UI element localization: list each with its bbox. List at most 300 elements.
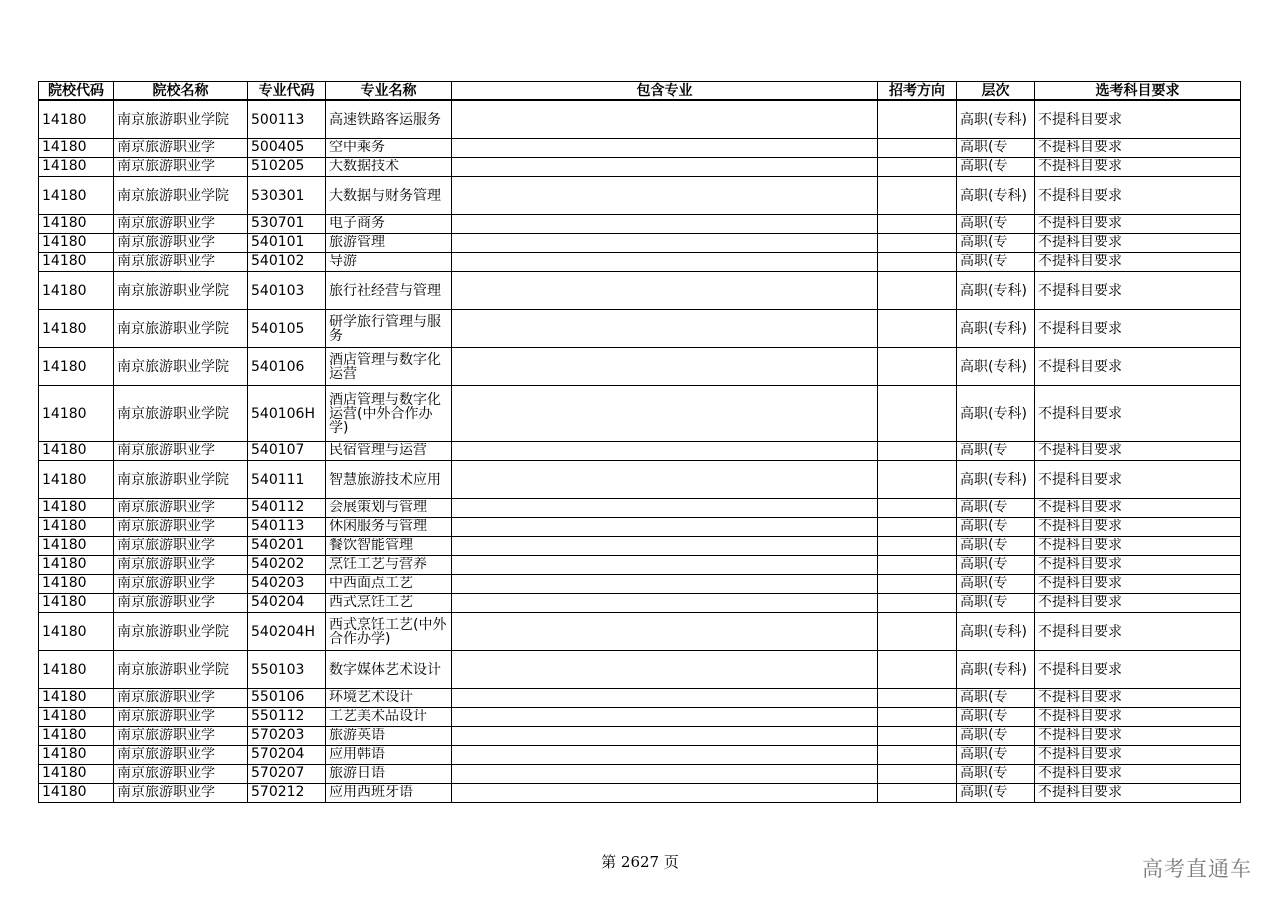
- cell-major-code-text: 540113: [251, 519, 305, 534]
- cell-subject-requirement-text: 不提科目要求: [1038, 595, 1122, 610]
- cell-subject-requirement-text: 不提科目要求: [1038, 538, 1122, 553]
- cell-subject-requirement-text: 不提科目要求: [1038, 254, 1122, 269]
- cell-school-name-text: 南京旅游职业学院: [117, 187, 229, 204]
- cell-major-name-text: 智慧旅游技术应用: [329, 471, 441, 488]
- cell-level-text: 高职(专: [960, 709, 1008, 724]
- cell-school-code: [39, 518, 114, 537]
- cell-subject-requirement-text: 不提科目要求: [1038, 519, 1122, 534]
- cell-school-code: [39, 594, 114, 613]
- cell-level: [957, 765, 1035, 784]
- cell-major-name-text: 酒店管理与数字化运营: [329, 351, 441, 382]
- cell-major-name: [326, 139, 452, 158]
- cell-major-code-text: 510205: [251, 159, 305, 174]
- cell-school-code: [39, 215, 114, 234]
- cell-major-code: [248, 234, 326, 253]
- cell-direction-text: [881, 595, 953, 611]
- cell-direction: [878, 575, 957, 594]
- cell-school-name-text: 南京旅游职业学: [117, 595, 215, 610]
- cell-school-code-text: 14180: [42, 216, 87, 231]
- cell-major-name: [326, 575, 452, 594]
- cell-major-code: [248, 177, 326, 215]
- cell-included-majors: [452, 746, 878, 765]
- cell-school-name: [114, 310, 248, 348]
- cell-level: [957, 499, 1035, 518]
- cell-included-majors: [452, 100, 878, 139]
- cell-school-name-text: 南京旅游职业学院: [117, 320, 229, 337]
- cell-major-code-text: 550106: [251, 690, 305, 705]
- cell-major-code-text: 540102: [251, 254, 305, 269]
- cell-major-code: [248, 310, 326, 348]
- cell-included-majors: [452, 499, 878, 518]
- cell-major-name-text: 餐饮智能管理: [329, 538, 413, 553]
- cell-major-name: [326, 689, 452, 708]
- cell-school-code-text: 14180: [42, 595, 87, 610]
- cell-school-name-text: 南京旅游职业学: [117, 709, 215, 724]
- cell-school-name: [114, 518, 248, 537]
- cell-level: [957, 518, 1035, 537]
- cell-direction: [878, 158, 957, 177]
- cell-school-name: [114, 765, 248, 784]
- cell-subject-requirement-text: 不提科目要求: [1038, 216, 1122, 231]
- cell-subject-requirement-text: 不提科目要求: [1038, 766, 1122, 781]
- cell-school-code: [39, 177, 114, 215]
- cell-school-name-text: 南京旅游职业学院: [117, 661, 229, 678]
- cell-level-text: 高职(专科): [960, 623, 1027, 640]
- cell-direction-text: [881, 766, 953, 782]
- cell-major-code: [248, 158, 326, 177]
- cell-direction: [878, 253, 957, 272]
- cell-major-name-text: 高速铁路客运服务: [329, 111, 441, 128]
- cell-major-code-text: 570212: [251, 785, 305, 800]
- cell-level-text: 高职(专: [960, 140, 1008, 155]
- cell-direction-text: [881, 235, 953, 251]
- cell-school-code: [39, 727, 114, 746]
- cell-school-name: [114, 651, 248, 689]
- cell-major-name: [326, 784, 452, 803]
- cell-school-code: [39, 499, 114, 518]
- cell-direction: [878, 139, 957, 158]
- cell-school-name-text: 南京旅游职业学: [117, 538, 215, 553]
- cell-major-code-text: 570207: [251, 766, 305, 781]
- cell-included-majors-text: [455, 216, 874, 232]
- cell-school-code: [39, 765, 114, 784]
- cell-school-name: [114, 708, 248, 727]
- cell-included-majors: [452, 651, 878, 689]
- cell-direction-text: [881, 576, 953, 592]
- cell-direction-text: [881, 709, 953, 725]
- cell-major-code: [248, 556, 326, 575]
- cell-school-name-text: 南京旅游职业学院: [117, 111, 229, 128]
- cell-included-majors-text: [455, 254, 874, 270]
- cell-school-code: [39, 651, 114, 689]
- cell-major-code-text: 540105: [251, 320, 305, 337]
- cell-school-name: [114, 177, 248, 215]
- cell-included-majors: [452, 177, 878, 215]
- cell-subject-requirement: [1035, 708, 1241, 727]
- cell-direction: [878, 442, 957, 461]
- cell-major-name: [326, 461, 452, 499]
- cell-major-code: [248, 784, 326, 803]
- cell-major-name-text: 应用韩语: [329, 747, 385, 762]
- cell-included-majors: [452, 537, 878, 556]
- cell-major-code: [248, 746, 326, 765]
- cell-subject-requirement: [1035, 442, 1241, 461]
- cell-level: [957, 348, 1035, 386]
- cell-school-name-text: 南京旅游职业学: [117, 690, 215, 705]
- cell-level: [957, 234, 1035, 253]
- cell-school-name-text: 南京旅游职业学: [117, 500, 215, 515]
- cell-level: [957, 594, 1035, 613]
- cell-school-name: [114, 272, 248, 310]
- cell-direction: [878, 594, 957, 613]
- cell-major-code: [248, 253, 326, 272]
- cell-level: [957, 310, 1035, 348]
- cell-direction: [878, 651, 957, 689]
- cell-direction: [878, 689, 957, 708]
- cell-major-name-text: 电子商务: [329, 216, 385, 231]
- cell-included-majors: [452, 215, 878, 234]
- cell-subject-requirement-text: 不提科目要求: [1038, 405, 1122, 422]
- cell-level-text: 高职(专: [960, 235, 1008, 250]
- cell-school-name: [114, 215, 248, 234]
- cell-school-name: [114, 537, 248, 556]
- cell-direction: [878, 613, 957, 651]
- cell-school-name: [114, 253, 248, 272]
- cell-subject-requirement: [1035, 139, 1241, 158]
- cell-major-code: [248, 765, 326, 784]
- cell-subject-requirement: [1035, 100, 1241, 139]
- header-level: 层次: [957, 82, 1035, 101]
- cell-subject-requirement-text: 不提科目要求: [1038, 709, 1122, 724]
- cell-included-majors: [452, 784, 878, 803]
- cell-school-code: [39, 556, 114, 575]
- cell-included-majors: [452, 518, 878, 537]
- cell-included-majors-text: [455, 159, 874, 175]
- cell-school-code: [39, 234, 114, 253]
- cell-school-code-text: 14180: [42, 235, 87, 250]
- cell-school-name-text: 南京旅游职业学: [117, 557, 215, 572]
- table-row: [39, 234, 1241, 253]
- cell-school-name: [114, 613, 248, 651]
- cell-included-majors-text: [455, 576, 874, 592]
- cell-included-majors-text: [455, 557, 874, 573]
- cell-subject-requirement: [1035, 272, 1241, 310]
- cell-level: [957, 215, 1035, 234]
- cell-school-code-text: 14180: [42, 519, 87, 534]
- cell-school-name: [114, 100, 248, 139]
- cell-included-majors: [452, 310, 878, 348]
- table-row: [39, 708, 1241, 727]
- cell-school-code: [39, 310, 114, 348]
- cell-direction: [878, 461, 957, 499]
- cell-level-text: 高职(专科): [960, 282, 1027, 299]
- cell-level: [957, 177, 1035, 215]
- cell-school-code: [39, 348, 114, 386]
- cell-major-code-text: 540101: [251, 235, 305, 250]
- cell-school-code-text: 14180: [42, 358, 87, 375]
- table-row: [39, 784, 1241, 803]
- cell-school-code: [39, 689, 114, 708]
- cell-major-code-text: 540112: [251, 500, 305, 515]
- cell-subject-requirement-text: 不提科目要求: [1038, 471, 1122, 488]
- cell-subject-requirement-text: 不提科目要求: [1038, 443, 1122, 458]
- cell-level-text: 高职(专: [960, 557, 1008, 572]
- cell-major-name-text: 旅游管理: [329, 235, 385, 250]
- cell-school-code-text: 14180: [42, 500, 87, 515]
- cell-major-name-text: 西式烹饪工艺(中外合作办学): [329, 616, 447, 647]
- cell-subject-requirement: [1035, 158, 1241, 177]
- cell-major-code-text: 500113: [251, 111, 305, 128]
- cell-major-code-text: 540201: [251, 538, 305, 553]
- cell-included-majors: [452, 556, 878, 575]
- cell-major-name-text: 环境艺术设计: [329, 690, 413, 705]
- table-row: [39, 272, 1241, 310]
- admissions-table: [38, 81, 1241, 803]
- cell-included-majors-text: [455, 519, 874, 535]
- cell-major-name: [326, 272, 452, 310]
- cell-major-name-text: 应用西班牙语: [329, 785, 413, 800]
- cell-level-text: 高职(专科): [960, 661, 1027, 678]
- cell-school-name-text: 南京旅游职业学: [117, 235, 215, 250]
- cell-major-code-text: 550103: [251, 661, 305, 678]
- cell-school-code-text: 14180: [42, 140, 87, 155]
- cell-major-name: [326, 348, 452, 386]
- cell-included-majors: [452, 461, 878, 499]
- cell-level-text: 高职(专: [960, 254, 1008, 269]
- cell-major-code-text: 540106: [251, 358, 305, 375]
- cell-school-name: [114, 594, 248, 613]
- cell-subject-requirement-text: 不提科目要求: [1038, 785, 1122, 800]
- cell-major-code-text: 540202: [251, 557, 305, 572]
- cell-subject-requirement-text: 不提科目要求: [1038, 747, 1122, 762]
- cell-major-code-text: 530301: [251, 187, 305, 204]
- cell-level-text: 高职(专科): [960, 405, 1027, 422]
- cell-subject-requirement-text: 不提科目要求: [1038, 576, 1122, 591]
- cell-school-name-text: 南京旅游职业学: [117, 766, 215, 781]
- cell-major-name-text: 中西面点工艺: [329, 576, 413, 591]
- cell-major-name-text: 民宿管理与运营: [329, 443, 427, 458]
- table-row: [39, 765, 1241, 784]
- cell-major-name-text: 会展策划与管理: [329, 500, 427, 515]
- cell-school-code-text: 14180: [42, 576, 87, 591]
- cell-subject-requirement-text: 不提科目要求: [1038, 282, 1122, 299]
- table-row: [39, 613, 1241, 651]
- cell-school-code: [39, 537, 114, 556]
- cell-school-code-text: 14180: [42, 159, 87, 174]
- cell-subject-requirement-text: 不提科目要求: [1038, 728, 1122, 743]
- header-direction: 招考方向: [878, 82, 957, 101]
- cell-level-text: 高职(专: [960, 728, 1008, 743]
- cell-level-text: 高职(专: [960, 747, 1008, 762]
- cell-subject-requirement: [1035, 234, 1241, 253]
- cell-major-code: [248, 215, 326, 234]
- cell-major-name: [326, 537, 452, 556]
- cell-school-code-text: 14180: [42, 661, 87, 678]
- cell-school-name: [114, 348, 248, 386]
- cell-school-name: [114, 386, 248, 442]
- cell-subject-requirement-text: 不提科目要求: [1038, 690, 1122, 705]
- cell-school-code: [39, 784, 114, 803]
- cell-school-code-text: 14180: [42, 282, 87, 299]
- cell-school-name: [114, 158, 248, 177]
- cell-included-majors-text: [455, 709, 874, 725]
- cell-school-name: [114, 727, 248, 746]
- header-school-name: 院校名称: [114, 82, 248, 101]
- cell-direction: [878, 499, 957, 518]
- cell-level-text: 高职(专科): [960, 320, 1027, 337]
- cell-major-name: [326, 727, 452, 746]
- table-row: [39, 556, 1241, 575]
- table-header-row: [39, 82, 1241, 101]
- cell-level-text: 高职(专: [960, 443, 1008, 458]
- cell-school-name-text: 南京旅游职业学院: [117, 405, 229, 422]
- cell-major-name-text: 烹饪工艺与营养: [329, 557, 427, 572]
- cell-major-name-text: 研学旅行管理与服务: [329, 313, 441, 344]
- cell-major-name: [326, 651, 452, 689]
- table-row: [39, 727, 1241, 746]
- table-row: [39, 253, 1241, 272]
- cell-included-majors: [452, 765, 878, 784]
- cell-direction-text: [881, 785, 953, 801]
- cell-major-code: [248, 461, 326, 499]
- cell-subject-requirement-text: 不提科目要求: [1038, 623, 1122, 640]
- cell-school-code-text: 14180: [42, 471, 87, 488]
- cell-school-name-text: 南京旅游职业学: [117, 519, 215, 534]
- cell-subject-requirement: [1035, 784, 1241, 803]
- cell-included-majors: [452, 386, 878, 442]
- cell-major-name: [326, 177, 452, 215]
- cell-major-name: [326, 765, 452, 784]
- cell-school-code-text: 14180: [42, 538, 87, 553]
- cell-direction-text: [881, 159, 953, 175]
- cell-direction-text: [881, 140, 953, 156]
- cell-school-code: [39, 461, 114, 499]
- cell-school-code: [39, 158, 114, 177]
- cell-subject-requirement: [1035, 499, 1241, 518]
- cell-included-majors: [452, 689, 878, 708]
- cell-subject-requirement: [1035, 746, 1241, 765]
- cell-school-name-text: 南京旅游职业学院: [117, 358, 229, 375]
- cell-subject-requirement: [1035, 556, 1241, 575]
- cell-major-name: [326, 746, 452, 765]
- cell-school-code-text: 14180: [42, 728, 87, 743]
- cell-direction-text: [881, 500, 953, 516]
- table-row: [39, 499, 1241, 518]
- cell-school-code: [39, 272, 114, 310]
- cell-direction: [878, 272, 957, 310]
- cell-major-code: [248, 575, 326, 594]
- cell-subject-requirement-text: 不提科目要求: [1038, 187, 1122, 204]
- cell-level: [957, 746, 1035, 765]
- cell-level-text: 高职(专科): [960, 187, 1027, 204]
- cell-subject-requirement: [1035, 386, 1241, 442]
- cell-level-text: 高职(专: [960, 216, 1008, 231]
- cell-level: [957, 727, 1035, 746]
- cell-major-name-text: 旅游英语: [329, 728, 385, 743]
- cell-school-name-text: 南京旅游职业学院: [117, 471, 229, 488]
- cell-major-code: [248, 100, 326, 139]
- cell-subject-requirement: [1035, 461, 1241, 499]
- cell-included-majors: [452, 442, 878, 461]
- cell-major-code-text: 540103: [251, 282, 305, 299]
- cell-major-code: [248, 499, 326, 518]
- cell-subject-requirement: [1035, 689, 1241, 708]
- cell-included-majors-text: [455, 500, 874, 516]
- cell-school-name: [114, 139, 248, 158]
- table-row: [39, 139, 1241, 158]
- cell-subject-requirement: [1035, 613, 1241, 651]
- cell-subject-requirement: [1035, 594, 1241, 613]
- cell-direction: [878, 234, 957, 253]
- cell-school-code-text: 14180: [42, 785, 87, 800]
- cell-school-code: [39, 139, 114, 158]
- cell-included-majors: [452, 348, 878, 386]
- cell-direction: [878, 100, 957, 139]
- cell-direction: [878, 215, 957, 234]
- cell-level: [957, 272, 1035, 310]
- cell-subject-requirement: [1035, 518, 1241, 537]
- cell-included-majors-text: [455, 785, 874, 801]
- cell-school-code: [39, 442, 114, 461]
- table-row: [39, 461, 1241, 499]
- cell-major-code-text: 540111: [251, 471, 305, 488]
- cell-level: [957, 158, 1035, 177]
- cell-school-code: [39, 613, 114, 651]
- cell-direction: [878, 386, 957, 442]
- table-row: [39, 215, 1241, 234]
- cell-school-code-text: 14180: [42, 254, 87, 269]
- cell-subject-requirement-text: 不提科目要求: [1038, 358, 1122, 375]
- cell-level-text: 高职(专科): [960, 111, 1027, 128]
- table-row: [39, 310, 1241, 348]
- cell-school-name: [114, 575, 248, 594]
- cell-major-code: [248, 518, 326, 537]
- cell-school-code-text: 14180: [42, 766, 87, 781]
- cell-level: [957, 253, 1035, 272]
- table-row: [39, 594, 1241, 613]
- cell-major-name-text: 大数据与财务管理: [329, 187, 441, 204]
- cell-school-name-text: 南京旅游职业学: [117, 159, 215, 174]
- cell-major-name: [326, 386, 452, 442]
- cell-major-code-text: 570203: [251, 728, 305, 743]
- cell-level: [957, 708, 1035, 727]
- cell-major-name-text: 工艺美术品设计: [329, 709, 427, 724]
- cell-major-name: [326, 518, 452, 537]
- cell-direction-text: [881, 519, 953, 535]
- cell-level-text: 高职(专: [960, 500, 1008, 515]
- cell-school-code-text: 14180: [42, 557, 87, 572]
- cell-school-name-text: 南京旅游职业学: [117, 216, 215, 231]
- table-row: [39, 537, 1241, 556]
- cell-subject-requirement-text: 不提科目要求: [1038, 140, 1122, 155]
- cell-major-code: [248, 348, 326, 386]
- cell-subject-requirement: [1035, 177, 1241, 215]
- cell-subject-requirement: [1035, 651, 1241, 689]
- cell-school-name: [114, 784, 248, 803]
- cell-major-name-text: 旅游日语: [329, 766, 385, 781]
- cell-direction: [878, 784, 957, 803]
- cell-major-code-text: 540204H: [251, 623, 315, 640]
- cell-school-name-text: 南京旅游职业学: [117, 140, 215, 155]
- cell-direction: [878, 177, 957, 215]
- cell-level-text: 高职(专科): [960, 471, 1027, 488]
- table-row: [39, 651, 1241, 689]
- cell-major-name-text: 数字媒体艺术设计: [329, 661, 441, 678]
- cell-included-majors-text: [455, 140, 874, 156]
- cell-direction-text: [881, 216, 953, 232]
- cell-school-code: [39, 708, 114, 727]
- cell-level-text: 高职(专: [960, 519, 1008, 534]
